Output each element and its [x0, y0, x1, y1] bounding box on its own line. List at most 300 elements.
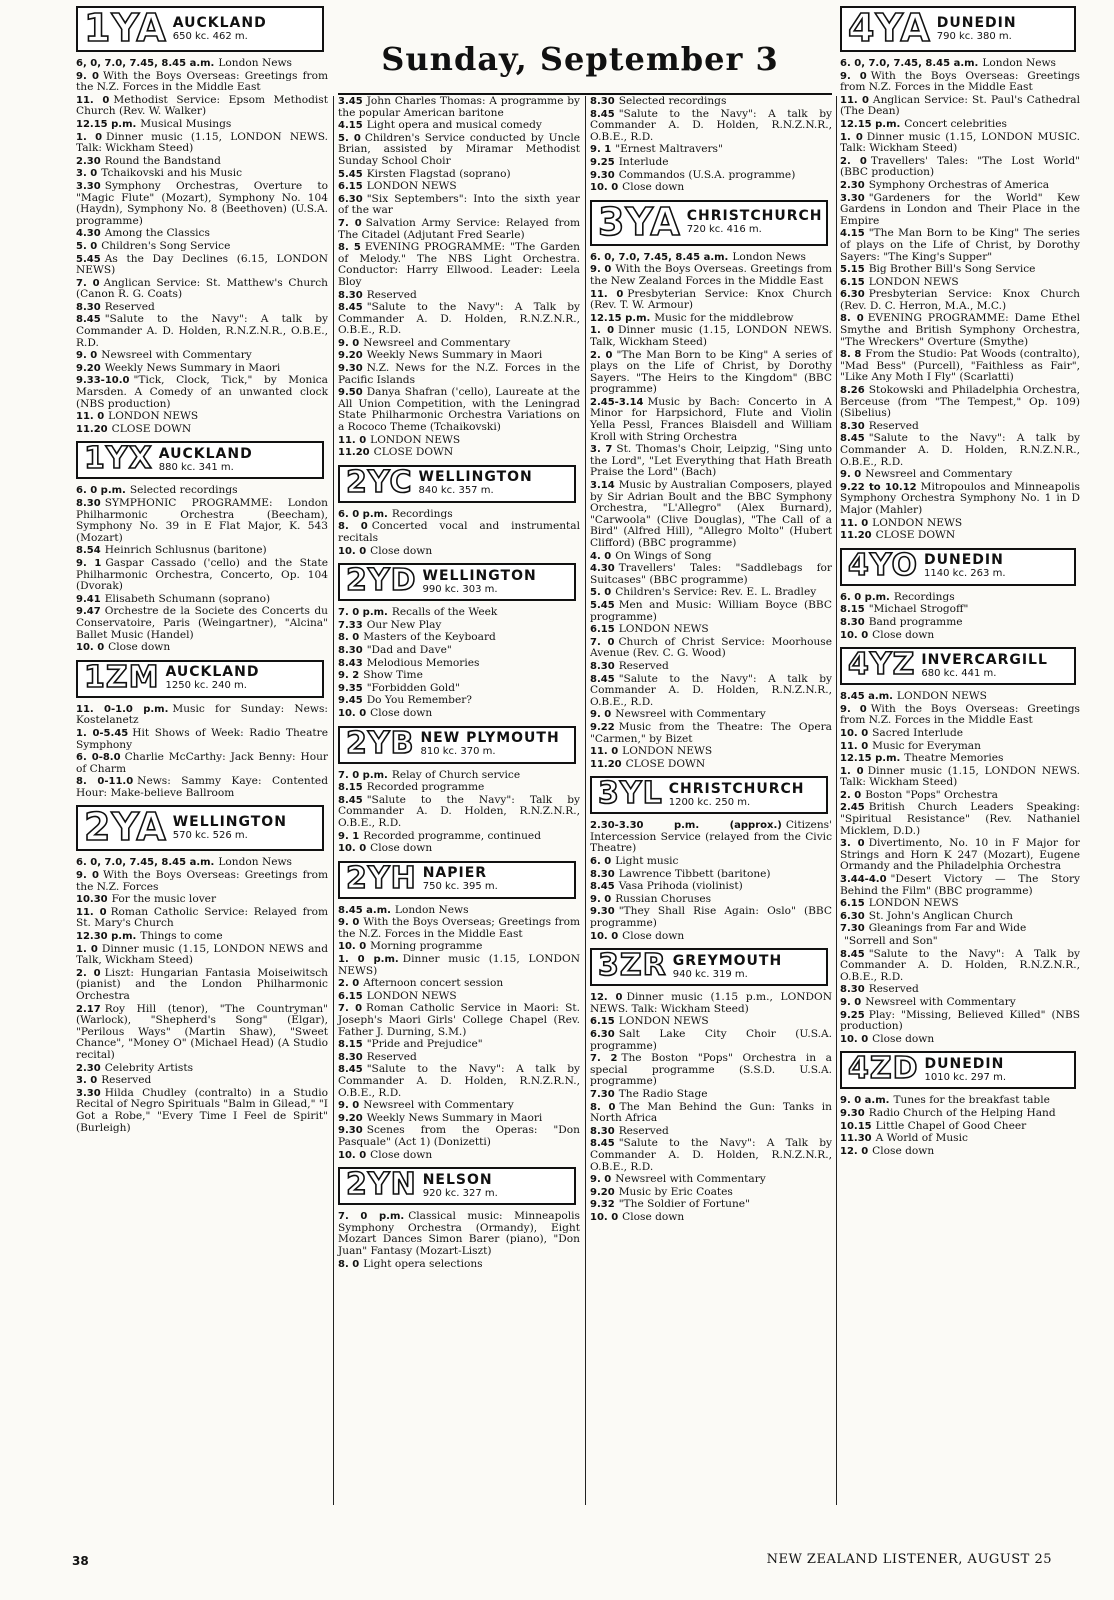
- programme-time: 9.47: [76, 606, 101, 618]
- programme-entry: [338, 954, 580, 977]
- programme-time: 4.30: [76, 228, 101, 240]
- programme-title: Reserved: [366, 288, 417, 301]
- programme-entry: [338, 683, 580, 695]
- programme-entry: [590, 563, 832, 586]
- programme-entry: [76, 228, 328, 240]
- programme-time: 9.20: [338, 1112, 363, 1124]
- programme-time: 9.22: [590, 721, 615, 733]
- programme-time: 8. 5: [338, 242, 361, 254]
- station-frequency: 790 kc. 380 m.: [936, 30, 1012, 42]
- programme-time: 11. 0: [840, 740, 869, 752]
- programme-title: Play: "Missing, Believed Killed" (NBS production): [840, 1008, 1080, 1033]
- programme-entry: [590, 881, 832, 893]
- programme-entry: [590, 759, 832, 771]
- programme-title: Kirsten Flagstad (soprano): [366, 167, 511, 180]
- programme-time: 8.15: [338, 782, 363, 794]
- programme-entry: [840, 1121, 1080, 1133]
- programme-entry: [338, 387, 580, 433]
- programme-entry: [840, 691, 1080, 703]
- programme-title: Liszt: Hungarian Fantasia Moiseiwitsch (pianist) and the London Philharmonic Orchestra: [76, 966, 328, 1002]
- programme-entry: [338, 194, 580, 217]
- programme-entry: [590, 931, 832, 943]
- programme-title: Concerted vocal and instrumental recitals: [338, 520, 580, 544]
- programme-title: Gleanings from Far and Wide: [868, 922, 1027, 935]
- station-frequency: 1200 kc. 250 m.: [668, 796, 751, 808]
- programme-time: 11. 0: [76, 906, 107, 918]
- programme-title: Dinner music (1.15, LONDON NEWS. Talk: Wickham Steed): [840, 764, 1080, 789]
- programme-title: Among the Classics: [104, 227, 210, 240]
- station-city: CHRISTCHURCH: [668, 780, 805, 797]
- programme-time: 1. 0: [840, 765, 864, 777]
- programme-title: Our New Play: [366, 618, 442, 631]
- station-header: [590, 200, 828, 246]
- programme-entry: [76, 411, 328, 423]
- programme-entry: [590, 264, 832, 287]
- programme-time: 8.30: [840, 420, 865, 432]
- programme-title: "The Man Born to be King" The series of plays on the Life of Christ, by Dorothy Sayers: "The King's Supper": [840, 227, 1080, 263]
- programme-entry: [338, 1100, 580, 1112]
- station-header: [840, 647, 1076, 685]
- programme-entry: [338, 632, 580, 644]
- programme-entry: [840, 1034, 1080, 1046]
- programme-entry: [338, 917, 580, 940]
- programme-entry: [590, 252, 832, 264]
- programme-title: Music by Eric Coates: [618, 1185, 733, 1198]
- programme-entry: [76, 642, 328, 654]
- programme-entry: [840, 874, 1080, 897]
- programme-time: 9.41: [76, 593, 101, 605]
- station-frequency: 570 kc. 526 m.: [172, 829, 248, 841]
- programme-time: 10. 0: [590, 1211, 619, 1223]
- programme-title: "Salute to the Navy": A talk by Commander A. D. Holden, R.N.Z.N.R., O.B.E., R.D.: [590, 107, 832, 143]
- programme-time: 9. 1: [338, 830, 360, 842]
- station-frequency: 1140 kc. 263 m.: [924, 568, 1006, 580]
- programme-time: 12.15 p.m.: [840, 753, 901, 765]
- column-4: [840, 0, 1080, 1158]
- programme-entry: [840, 349, 1080, 384]
- station-city: AUCKLAND: [158, 445, 253, 462]
- programme-entry: [338, 905, 580, 917]
- programme-entry: [840, 433, 1080, 468]
- programme-time: 8.15: [840, 604, 865, 616]
- programme-title: Divertimento, No. 10 in F Major for Strings and Horn K 247 (Mozart), Eugene Ormandy and the Philadelphia Orchestra: [840, 837, 1080, 873]
- programme-entry: [76, 241, 328, 253]
- programme-time: 5. 0: [338, 132, 361, 144]
- programme-title: Things to come: [140, 930, 223, 943]
- programme-title: LONDON NEWS: [366, 989, 457, 1002]
- programme-time: 7. 0: [338, 217, 362, 229]
- programme-title: CLOSE DOWN: [625, 757, 706, 770]
- station-frequency: 720 kc. 416 m.: [686, 224, 762, 236]
- programme-entry: [840, 193, 1080, 228]
- programme-title: Close down: [622, 929, 685, 942]
- programme-entry: [338, 242, 580, 288]
- programme-time: 9. 0: [590, 709, 612, 721]
- programme-entry: [590, 1212, 832, 1224]
- station-info: [159, 443, 322, 477]
- programme-title: Music by Australian Composers, played by Sir Adrian Boult and the BBC Symphony Orchestra, "L'Allegro" (Alex Burnard), "Carwoola" (Clive Douglas), "The Call of a Bird" (Alfred Hill), "Allegro Molto" (Hubert Clifford) (BBC programme): [590, 479, 832, 549]
- programme-title: Symphony Orchestras of America: [868, 178, 1050, 191]
- programme-time: 6.30: [590, 1029, 615, 1040]
- programme-entry: [338, 181, 580, 193]
- station-frequency: 750 kc. 395 m.: [422, 881, 498, 893]
- programme-entry: [76, 58, 328, 70]
- programme-time: 9. 0: [840, 996, 862, 1008]
- programme-title: "They Shall Rise Again: Oslo" (BBC programme): [590, 905, 832, 930]
- station-logo: 4ZD: [848, 1051, 919, 1087]
- programme-entry: [590, 856, 832, 868]
- programme-time: 11. 0-1.0 p.m.: [76, 703, 169, 715]
- programme-time: 3. 7: [590, 444, 613, 456]
- programme-title: Newsreel and Commentary: [363, 336, 511, 349]
- programme-time: 2.30: [76, 1062, 101, 1074]
- programme-title: Citizens' Intercession Service (relayed from the Civic Theatre): [590, 819, 832, 855]
- programme-entry: [840, 911, 1080, 923]
- programme-time: 1. 0 p.m.: [338, 954, 399, 966]
- programme-entry: [840, 518, 1080, 530]
- programme-entry: [76, 894, 328, 906]
- programme-title: John Charles Thomas: A programme by the popular American baritone: [338, 95, 580, 119]
- programme-title: London News: [732, 250, 806, 263]
- programme-entry: [338, 133, 580, 168]
- publication-footer: NEW ZEALAND LISTENER, AUGUST 25: [766, 1552, 1052, 1567]
- programme-time: 1. 0-5.45: [76, 727, 129, 739]
- programme-title: Morning programme: [370, 940, 483, 953]
- programme-time: 2. 0: [590, 349, 613, 361]
- programme-entry: [338, 1039, 580, 1051]
- station-info: [669, 778, 826, 812]
- programme-entry: [338, 1064, 580, 1099]
- programme-time: 5.45: [338, 168, 363, 180]
- programme-entry: [590, 906, 832, 929]
- programme-time: 8.45: [590, 1138, 615, 1150]
- programme-entry: [840, 838, 1080, 873]
- programme-entry: [840, 156, 1080, 179]
- programme-entry: [590, 289, 832, 312]
- programme-time: 8.45: [840, 948, 865, 960]
- programme-time: 10.15: [840, 1120, 872, 1132]
- programme-title: "Salute to the Navy": A talk by Commander A. D. Holden, R.N.Z.N.R., O.B.E., R.D.: [590, 672, 832, 708]
- programme-entry: [590, 1053, 832, 1088]
- programme-time: 3.30: [76, 1087, 101, 1099]
- programme-title: Close down: [370, 706, 433, 719]
- station-logo: 3YL: [598, 776, 663, 812]
- programme-time: 10. 0: [76, 642, 105, 654]
- programme-title: LONDON NEWS: [868, 275, 959, 288]
- programme-entry: [590, 674, 832, 709]
- programme-time: 8. 0: [840, 313, 864, 325]
- programme-title: A World of Music: [875, 1132, 968, 1145]
- programme-time: 8.30: [338, 289, 363, 301]
- programme-entry: [840, 936, 1080, 948]
- programme-time: 7.30: [840, 923, 865, 935]
- programme-title: Methodist Service: Epsom Methodist Church (Rev. W. Walker): [76, 93, 328, 118]
- programme-entry: [590, 587, 832, 599]
- page-number: 38: [72, 1554, 89, 1568]
- programme-title: Close down: [622, 181, 685, 194]
- programme-time: 8.30: [76, 498, 101, 509]
- programme-time: 10. 0: [840, 1033, 869, 1045]
- station-logo: 3YA: [598, 199, 681, 244]
- programme-title: Tchaikovski and his Music: [101, 167, 243, 180]
- station-frequency: 920 kc. 327 m.: [422, 1187, 498, 1199]
- programme-title: "The Man Born to be King" A series of plays on the Life of Christ, by Dorothy Sayers. "The Heirs to the Kingdom" (BBC programme): [590, 348, 832, 396]
- programme-entry: [840, 119, 1080, 131]
- programme-entry: [590, 1016, 832, 1028]
- programme-time: 11. 0: [338, 434, 367, 446]
- programme-time: 11. 0: [840, 517, 869, 529]
- programme-title: Recorded programme, continued: [363, 829, 541, 842]
- programme-title: With the Boys Overseas; Greetings from the N.Z. Forces in the Middle East: [338, 916, 580, 940]
- programme-time: 8. 0-11.0: [76, 776, 134, 788]
- programme-time: 1. 0: [590, 325, 615, 337]
- programme-entry: [840, 617, 1080, 629]
- programme-time: 10.30: [76, 894, 108, 906]
- programme-title: "Salute to the Navy": A Talk by Commander A. D. Holden, R.N.Z.N.R., O.B.E., R.D.: [840, 947, 1080, 983]
- programme-entry: [338, 991, 580, 1003]
- programme-title: "Gardeners for the World" Kew Gardens in London and Their Place in the Empire: [840, 191, 1080, 227]
- programme-title: London News: [218, 57, 292, 69]
- programme-entry: [590, 600, 832, 623]
- programme-title: Selected recordings: [618, 95, 727, 107]
- programme-title: Music for Sunday: News: Kostelanetz: [76, 702, 329, 727]
- programme-entry: [76, 728, 328, 751]
- programme-time: 6, 0, 7.0, 7.45, 8.45 a.m.: [76, 58, 215, 69]
- programme-entry: [590, 313, 832, 325]
- programme-entry: [338, 1113, 580, 1125]
- station-logo: 3ZR: [598, 948, 667, 984]
- programme-time: 3. 0: [76, 1075, 98, 1087]
- programme-title: LONDON NEWS: [366, 180, 457, 193]
- programme-entry: [590, 325, 832, 348]
- programme-title: Salvation Army Service: Relayed from The Citadel (Adjutant Fred Searle): [338, 216, 580, 241]
- programme-time: 10. 0: [590, 930, 619, 942]
- programme-entry: [76, 1004, 328, 1062]
- programme-time: 5.15: [840, 264, 865, 276]
- programme-title: Children's Service conducted by Uncle Brian, assisted by Miramar Methodist Sunday School Choir: [338, 131, 580, 167]
- programme-time: 12. 0: [840, 1145, 869, 1157]
- programme-title: London News: [218, 856, 292, 869]
- programme-title: "Six Septembers": Into the sixth year of the war: [338, 192, 580, 217]
- programme-entry: [76, 95, 328, 118]
- programme-time: 8.30: [590, 868, 615, 880]
- programme-title: Weekly News Summary in Maori: [366, 349, 543, 362]
- station-frequency: 1010 kc. 297 m.: [924, 1071, 1006, 1083]
- programme-title: Roman Catholic Service: Relayed from St. Mary's Church: [76, 905, 328, 930]
- programme-entry: [338, 843, 580, 855]
- programme-entry: [840, 180, 1080, 192]
- station-info: [687, 202, 829, 244]
- programme-time: 5.45: [76, 253, 101, 265]
- programme-entry: [590, 1089, 832, 1101]
- programme-entry: [590, 170, 832, 182]
- programme-title: Big Brother Bill's Song Service: [868, 263, 1036, 276]
- programme-title: Gaspar Cassado ('cello) and the State Philharmonic Orchestra, Concerto, Op. 104 (Dvorak): [76, 556, 328, 593]
- programme-time: 9.25: [840, 1009, 865, 1021]
- programme-title: N.Z. News for the N.Z. Forces in the Pacific Islands: [338, 362, 580, 386]
- station-logo: 2YD: [346, 563, 417, 599]
- programme-entry: [590, 1174, 832, 1186]
- programme-time: 1. 0: [76, 943, 98, 955]
- programme-time: 2. 0: [76, 967, 101, 979]
- programme-entry: [840, 58, 1080, 70]
- programme-title: Reserved: [868, 419, 919, 432]
- station-info: [173, 8, 322, 50]
- station-city: AUCKLAND: [165, 664, 260, 681]
- station-city: WELLINGTON: [172, 813, 287, 830]
- station-city: NAPIER: [422, 865, 488, 882]
- programme-entry: [840, 95, 1080, 118]
- programme-entry: [338, 941, 580, 953]
- programme-time: 8.45: [76, 314, 101, 326]
- station-info: [423, 1169, 574, 1203]
- programme-time: 9. 0 a.m.: [840, 1095, 890, 1107]
- programme-time: 9.30: [338, 363, 363, 375]
- programme-title: LONDON NEWS: [872, 516, 963, 529]
- programme-time: 11. 0: [590, 288, 624, 300]
- programme-entry: [840, 802, 1080, 837]
- programme-entry: [840, 604, 1080, 616]
- programme-time: 2.45: [840, 802, 865, 814]
- programme-title: Little Chapel of Good Cheer: [875, 1119, 1027, 1132]
- programme-title: Newsreel with Commentary: [615, 1173, 766, 1186]
- programme-entry: [840, 1108, 1080, 1120]
- programme-entry: [338, 670, 580, 682]
- programme-title: Travellers' Tales: "Saddlebags for Suitcases" (BBC programme): [590, 562, 832, 586]
- programme-time: 6. 0 p.m.: [338, 508, 388, 520]
- station-info: [937, 8, 1074, 50]
- programme-title: "Salute to the Navy": A talk by Commander A. D. Holden, R.N.Z.N.R., O.B.E., R.D.: [76, 313, 328, 349]
- programme-entry: [338, 218, 580, 241]
- programme-time: 10. 0: [338, 707, 367, 719]
- programme-title: The Radio Stage: [618, 1087, 708, 1100]
- programme-title: Music by Bach: Concerto in A Minor for Harpsichord, Flute and Violin Yella Pessl, Frances Blaisdell and William Kroll with String Orchestra: [590, 395, 832, 443]
- programme-title: Anglican Service: St. Paul's Cathedral (The Dean): [840, 93, 1080, 118]
- programme-entry: [590, 637, 832, 660]
- programme-entry: [840, 132, 1080, 155]
- station-info: [673, 950, 826, 984]
- station-city: WELLINGTON: [418, 469, 533, 486]
- station-frequency: 650 kc. 462 m.: [172, 30, 248, 42]
- programme-time: 10. 0: [338, 843, 367, 855]
- station-logo: 4YO: [848, 547, 919, 583]
- station-header: [590, 776, 828, 814]
- programme-entry: [840, 728, 1080, 740]
- programme-entry: [590, 144, 832, 156]
- station-info: [925, 1053, 1074, 1087]
- programme-title: CLOSE DOWN: [111, 422, 192, 435]
- programme-time: 6.30: [840, 910, 865, 922]
- programme-entry: [590, 1138, 832, 1173]
- programme-time: 9.20: [590, 1186, 615, 1198]
- programme-time: 6.15: [590, 624, 615, 636]
- programme-title: Light music: [615, 855, 679, 868]
- programme-title: Music for Everyman: [872, 739, 981, 752]
- programme-time: 6. 0 p.m.: [76, 485, 126, 497]
- programme-title: "Salute to the Navy": A talk by Commander A. D. Holden, R.N.Z.R.N., O.B.E., R.D.: [338, 1063, 580, 1099]
- programme-title: Dinner music (1.15, LONDON NEWS. Talk: Wickham Steed): [76, 130, 328, 155]
- station-frequency: 990 kc. 303 m.: [422, 583, 498, 595]
- programme-entry: [76, 278, 328, 301]
- programme-entry: [338, 546, 580, 558]
- programme-time: 10. 0: [840, 727, 869, 739]
- programme-title: With the Boys Overseas: Greetings from the N.Z. Forces in the Middle East: [76, 69, 328, 94]
- programme-title: Elisabeth Schumann (soprano): [104, 592, 271, 605]
- programme-entry: [338, 120, 580, 132]
- programme-entry: [338, 782, 580, 794]
- station-city: WELLINGTON: [422, 567, 537, 584]
- programme-entry: [76, 132, 328, 155]
- programme-entry: [338, 770, 580, 782]
- programme-entry: [338, 363, 580, 386]
- programme-time: 8. 0: [338, 1258, 360, 1270]
- programme-title: Dinner music (1.15, LONDON NEWS. Talk, Wickham Steed): [590, 324, 832, 348]
- programme-time: 6.15: [590, 1016, 615, 1028]
- programme-time: 8.45: [590, 673, 615, 685]
- programme-title: Light opera and musical comedy: [366, 119, 542, 132]
- programme-time: 9. 1: [76, 557, 102, 569]
- programme-title: "Ernest Maltravers": [615, 143, 723, 156]
- programme-entry: [338, 795, 580, 830]
- station-info: [165, 662, 322, 696]
- programme-entry: [76, 1063, 328, 1075]
- programme-time: 8. 0: [590, 1101, 616, 1113]
- programme-entry: [590, 709, 832, 721]
- programme-time: 12.15 p.m.: [76, 118, 137, 130]
- programme-entry: [840, 1010, 1080, 1033]
- programme-title: CLOSE DOWN: [875, 529, 956, 542]
- programme-title: From the Studio: Pat Woods (contralto), "Mad Bess" (Purcell), "Faithless as Fair", "Like Any Moth I Fly" (Scarlatti): [840, 348, 1081, 384]
- programme-time: 8.45: [338, 794, 363, 806]
- programme-time: 8.30: [590, 660, 615, 672]
- programme-title: Children's Song Service: [101, 239, 231, 252]
- programme-title: Newsreel with Commentary: [865, 995, 1016, 1008]
- programme-entry: [76, 363, 328, 375]
- programme-entry: [590, 1102, 832, 1125]
- programme-title: Men and Music: William Boyce (BBC programme): [590, 598, 832, 623]
- programme-title: Close down: [872, 1144, 935, 1157]
- programme-time: 7. 2: [590, 1053, 618, 1065]
- programme-entry: [590, 624, 832, 636]
- station-header: [76, 6, 324, 52]
- programme-entry: [840, 630, 1080, 642]
- programme-time: 2. 0: [338, 978, 360, 990]
- programme-time: 2.45-3.14: [590, 396, 644, 408]
- programme-entry: [338, 645, 580, 657]
- programme-entry: [590, 661, 832, 673]
- programme-title: Church of Christ Service: Moorhouse Avenue (Rev. C. G. Wood): [590, 635, 832, 660]
- programme-time: 10. 0: [338, 941, 367, 953]
- programme-entry: [338, 169, 580, 181]
- programme-title: On Wings of Song: [615, 549, 712, 562]
- programme-entry: [840, 482, 1080, 517]
- programme-entry: [76, 776, 328, 799]
- programme-entry: [840, 469, 1080, 481]
- programme-title: LONDON NEWS: [618, 1015, 709, 1028]
- programme-entry: [338, 1003, 580, 1038]
- programme-time: 8.43: [338, 657, 363, 669]
- programme-entry: [76, 558, 328, 593]
- programme-title: LONDON NEWS: [896, 690, 987, 703]
- programme-title: Close down: [622, 1210, 685, 1223]
- programme-time: 3.45: [338, 96, 363, 107]
- programme-entry: [840, 313, 1080, 348]
- programme-title: Music from the Theatre: The Opera "Carmen," by Bizet: [590, 720, 832, 745]
- programme-time: 11.30: [840, 1133, 872, 1145]
- programme-title: "Desert Victory — The Story Behind the Film" (BBC programme): [840, 873, 1080, 897]
- programme-entry: [590, 1029, 832, 1052]
- programme-title: Recordings: [893, 590, 955, 603]
